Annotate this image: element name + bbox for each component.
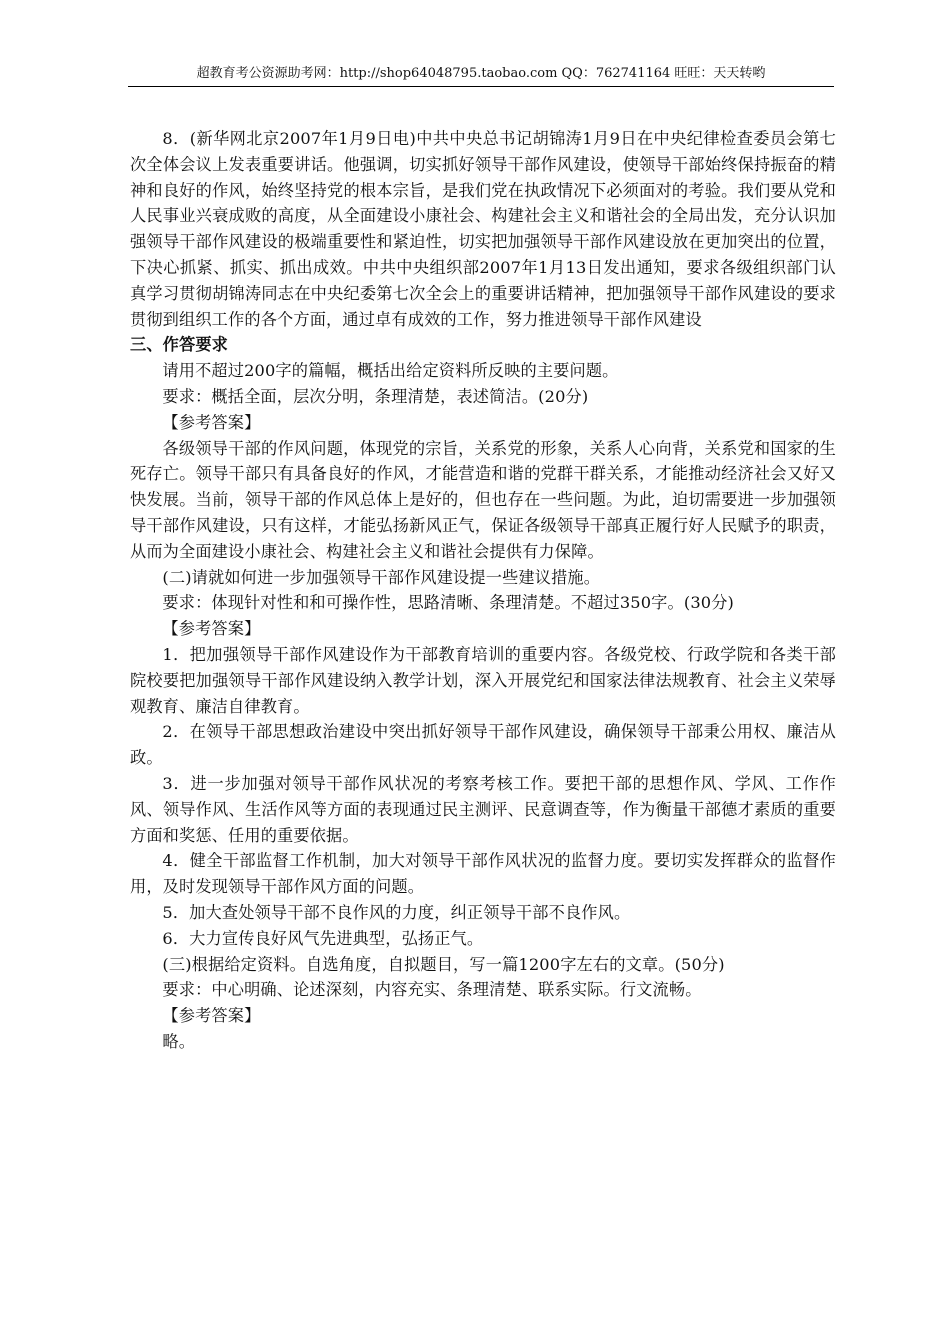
answer-3: 略。 bbox=[162, 1031, 196, 1051]
answer-2-item-4: 4．健全干部监督工作机制，加大对领导干部作风状况的监督力度。要切实发挥群众的监督作用，及时发现领导干部作风方面的问题。 bbox=[130, 851, 836, 897]
answer-2-item-1: 1．把加强领导干部作风建设作为干部教育培训的重要内容。各级党校、行政学院和各类干部院校要把加强领导干部作风建设纳入教学计划，深入开展党纪和国家法律法规教育、社会主义荣辱观教育、廉洁自律教育。 bbox=[130, 644, 836, 716]
section-title: 三、作答要求 bbox=[130, 335, 229, 355]
answer-2-item-6: 6．大力宣传良好风气先进典型，弘扬正气。 bbox=[162, 928, 484, 948]
document-body bbox=[130, 126, 836, 1055]
question-2-requirements: 要求：体现针对性和和可操作性，思路清晰、条理清楚。不超过350字。(30分) bbox=[162, 593, 735, 613]
answer-2-item-3: 3．进一步加强对领导干部作风状况的考察考核工作。要把干部的思想作风、学风、工作作风、领导作风、生活作风等方面的表现通过民主测评、民意调查等，作为衡量干部德才素质的重要方面和奖惩、任用的重要依据。 bbox=[130, 773, 836, 845]
answer-2-item-5: 5．加大查处领导干部不良作风的力度，纠正领导干部不良作风。 bbox=[162, 902, 631, 922]
question-3-prompt: (三)根据给定资料。自选角度，自拟题目，写一篇1200字左右的文章。(50分) bbox=[162, 954, 725, 974]
answer-2-item-2: 2．在领导干部思想政治建设中突出抓好领导干部作风建设，确保领导干部秉公用权、廉洁从政。 bbox=[130, 722, 836, 768]
question-3-requirements: 要求：中心明确、论述深刻，内容充实、条理清楚、联系实际。行文流畅。 bbox=[162, 980, 702, 1000]
reference-answer-label: 【参考答案】 bbox=[162, 412, 261, 432]
paragraph-item-8: 8．(新华网北京2007年1月9日电)中共中央总书记胡锦涛1月9日在中央纪律检查委员会第七次全体会议上发表重要讲话。他强调，切实抓好领导干部作风建设，使领导干部始终保持振奋的精神和良好的作风，始终坚持党的根本宗旨，是我们党在执政情况下必须面对的考验。我们要从党和人民事业兴衰成败的高度，从全面建设小康社会、构建社会主义和谐社会的全局出发，充分认识加强领导干部作风建设的极端重要性和紧迫性，切实把加强领导干部作风建设放在更加突出的位置，下决心抓紧、抓实、抓出成效。中共中央组织部2007年1月13日发出通知，要求各级组织部门认真学习贯彻胡锦涛同志在中央纪委第七次全会上的重要讲话精神，把加强领导干部作风建设的要求贯彻到组织工作的各个方面，通过卓有成效的工作，努力推进领导干部作风建设 bbox=[130, 129, 836, 329]
question-1-prompt: 请用不超过200字的篇幅，概括出给定资料所反映的主要问题。 bbox=[162, 361, 619, 381]
page-header: 超教育考公资源助考网：http://shop64048795.taobao.com QQ：762741164 旺旺：天天转哟 bbox=[128, 64, 834, 87]
question-2-prompt: (二)请就如何进一步加强领导干部作风建设提一些建议措施。 bbox=[162, 567, 601, 587]
question-1-requirements: 要求：概括全面，层次分明，条理清楚，表述简洁。(20分) bbox=[162, 386, 589, 406]
reference-answer-label: 【参考答案】 bbox=[162, 1006, 261, 1026]
reference-answer-label: 【参考答案】 bbox=[162, 619, 261, 639]
answer-1: 各级领导干部的作风问题，体现党的宗旨，关系党的形象，关系人心向背，关系党和国家的生死存亡。领导干部只有具备良好的作风，才能营造和谐的党群干群关系，才能推动经济社会又好又快发展。当前，领导干部的作风总体上是好的，但也存在一些问题。为此，迫切需要进一步加强领导干部作风建设，只有这样，才能弘扬新风正气，保证各级领导干部真正履行好人民赋予的职责，从而为全面建设小康社会、构建社会主义和谐社会提供有力保障。 bbox=[130, 438, 836, 561]
